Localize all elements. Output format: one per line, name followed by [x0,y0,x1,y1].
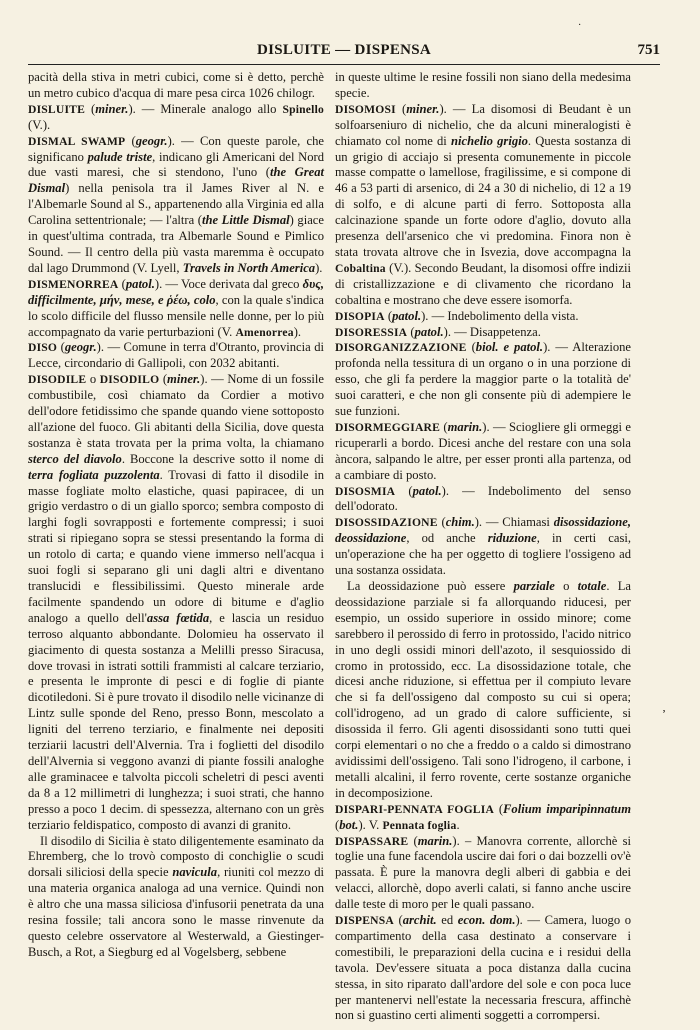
body-text: pacità della stiva in metri cubici, come si è detto, perchè un metro cubico d'acqua di mare pesa circa 1026 chilogr. [28,70,324,100]
emphasis-text: palude triste [87,149,153,164]
emphasis-text: patol. [412,483,442,498]
headword: Pennata foglia [382,818,457,832]
body-text: ). — Disappetenza. [443,324,541,339]
body-text: ( [494,801,504,816]
body-text: , riuniti col mezzo di una materia organica analoga ad una vernice. Quindi non è altro che una massa siliciosa d'infusorii penetrata da una resina fossile; tali ancora sono le masse rinvenute da questo celebre osservatore al Westerwald, a Giestinger-Busch, a Rot, a Siegburg ed al Vogelsberg, sebbene [28,865,324,959]
right-column [335,70,631,1024]
emphasis-text: marin. [417,833,453,848]
body-text: , indicano gli Americani del Nord due vasti maresi, che si stendono, l'uno ( [28,149,324,180]
emphasis-text: marin. [447,419,483,434]
emphasis-text: terra fogliata puzzolenta [28,467,160,482]
emphasis-text: δυς, difficilmente, μήν, mese, e ῥέω, colo [28,276,325,307]
headword: DISPASSARE [335,834,409,848]
body-text: (V.). [28,117,51,132]
body-text: ( [125,133,136,148]
body-text: ). [293,324,302,339]
emphasis-text: the Little Dismal [201,213,290,228]
emphasis-text: the Great Dismal [28,165,325,196]
headword: DISOPIA [335,309,385,323]
emphasis-text: assa fœtida [146,610,210,625]
entry-paragraph [28,372,324,833]
body-text: ). — Chiamasi [474,515,554,530]
entry-paragraph [28,340,324,372]
emphasis-text: geogr. [135,133,168,148]
headword: DISOMOSI [335,102,396,116]
top-mark: · [578,20,582,31]
headword: DISODILO [99,373,160,387]
body-text: ). – Manovra corrente, allorchè si toglie una fune facendola uscire dai fori o dai bozzelli ov'è passata. È pure la manovra degli alberi di gabbia e dei velacci, allorchè, dopo averli calati, si fanno anche uscire dalle teste di moro per le quali passano. [335,833,632,912]
entry-paragraph [28,70,324,102]
body-text: Il disodilo di Sicilia è stato diligentemente esaminato da Ehremberg, che lo trovò composto di conchiglie o scudi dorsali siliciosi della specie [28,833,324,880]
body-text: La deossidazione può essere [347,579,514,593]
body-text: ( [395,483,413,498]
emphasis-text: patol. [392,308,422,323]
body-text: ( [466,340,476,355]
emphasis-text: econ. dom. [457,913,516,928]
headword: DISPENSA [335,914,394,928]
entry-paragraph [335,913,631,1024]
emphasis-text: geogr. [64,340,97,355]
body-text: ( [408,833,418,848]
emphasis-text: patol. [414,324,444,339]
body-text: o [554,579,578,593]
page-title: DISLUITE — DISPENSA [256,42,432,58]
emphasis-text: totale [577,579,607,593]
entry-paragraph [335,102,631,309]
headword: DISMAL SWAMP [28,134,126,148]
headword: DISORMEGGIARE [335,420,441,434]
body-text: ( [118,276,126,291]
body-text: ed [436,913,458,928]
headword: DISODILE [28,373,87,387]
body-text: (V.). Secondo Beudant, la disomosi offre indizii di cristallizzazione e di clivamento che ricordano la cobaltina e mostrano che deve essere isomorfa. [335,260,631,307]
body-text: , con la quale s'indica lo scolo difficile del flusso mensile nelle donne, per lo più accompagnato da varie perturbazioni (V. [28,292,324,339]
emphasis-text: nichelio grigio [450,133,528,148]
body-text: . Questa sostanza di un grigio di acciajo si presenta comunemente in piccole masse compatte o lamellose, fragilissime, e si compone di 46 a 53 parti di arsenico, di 24 a 30 di nichelio, di 12 a 19 di solfo, e di alcune parti di ferro. Sottoposta alla calcinazione spande un forte odore d'aglio, dovuto alla presenza dell'arsenico che vi predomina. Finora non è stata trovata altrove che in Isvezia, dove accompagna la [335,133,631,259]
body-text: ). V. [358,817,383,832]
entry-paragraph [335,802,631,834]
emphasis-text: chim. [445,515,475,530]
emphasis-text: miner. [406,101,440,116]
emphasis-text: patol. [125,276,155,291]
body-text: ( [395,101,407,116]
body-text: ). — Con queste parole, che significano [28,133,325,164]
margin-mark: ‚ [662,700,666,714]
running-header [28,40,660,65]
entry-paragraph [335,420,631,484]
body-text: ( [440,419,448,434]
emphasis-text: miner. [167,372,201,387]
body-text: . La deossidazione parziale si fa allorquando riducesi, per esempio, un ossido superiore in ossido minore; come sarebbero il perossido di ferro in protossido, l'acido nitrico in uno degli ossidi minori dell'azoto, il sesquiossido di cromo in protossido, ecc. La disossidazione totale, che dicesi anche riduzione, si effettua per il compiuto levare che si fa dell'ossigeno dal composto su cui si opera; coll'idrogeno, ad un grado di calore sufficiente, si disossida il ferro. Gli agenti disossidanti sono tutti quei corpi elementari o no che a freddo o a caldo si dimostrano avidissimi dell'ossigeno. Tali sono l'idrogeno, il carbone, i metalli alcalini, il ferro rovente, certe sostanze organiche in decomposizione. [335,579,631,800]
body-text: . Boccone la descrive sotto il nome di [121,451,324,466]
body-text: ( [159,372,168,387]
entry-paragraph [335,309,631,325]
body-text: ( [85,101,96,116]
body-text: o [86,372,100,387]
emphasis-text: sterco del diavolo [28,451,122,466]
body-text: ( [437,515,446,530]
left-column [28,70,324,961]
body-text: ). — Indebolimento del senso dell'odorato. [335,483,632,514]
body-text: , in certi casi, un'operazione che ha per oggetto di togliere l'ossigeno ad una sostanza ossidata. [335,531,631,578]
entry-paragraph [335,325,631,341]
entry-paragraph [335,340,631,420]
body-text: ). [315,260,323,275]
headword: DISO [28,341,58,355]
body-text: ( [393,913,403,928]
headword: DISPARI-PENNATA FOGLIA [335,802,495,816]
body-text: ). — La disomosi di Beudant è un solfoarseniuro di nichelio, che da alcuni mineralogisti è chiamato col nome di [335,101,631,148]
body-text: ) giace in quest'ultima contrada, tra Albemarle Sound e Pimlico Sound. — Il centro della più vasta maremma è occupato dal lago Drummond (V. Lyell, [28,213,324,275]
entry-paragraph [28,102,324,134]
headword: DISORGANIZZAZIONE [335,341,467,355]
headword: Cobaltina [335,261,386,275]
entry-paragraph [28,834,324,961]
entry-paragraph [335,70,631,102]
body-text: ). — Minerale analogo allo [128,101,283,116]
page-number: 751 [637,42,660,58]
body-text: ). — Camera, luogo o compartimento della casa destinato a conservare i comestibili, le preparazioni della cucina e i residui della tavola. Dev'essere situata a poca distanza dalla cucina stessa, in sito riparato dall'ardore del sole e con poca luce per mantenervi nell'estate la necessaria frescura, affinchè non si guastino certi alimenti soggetti a corrompersi. [335,913,632,1023]
headword: Amenorrea [235,325,294,339]
emphasis-text: parziale [513,579,555,593]
headword: Spinello [282,102,324,116]
entry-paragraph [335,834,631,914]
body-text: . [456,817,460,832]
emphasis-text: Travels in North America [182,260,316,275]
emphasis-text: biol. e patol. [475,340,544,355]
entry-paragraph [335,579,631,802]
entry-paragraph [335,484,631,516]
headword: DISMENORREA [28,277,119,291]
headword: DISOSSIDAZIONE [335,516,438,530]
emphasis-text: archit. [402,913,437,928]
body-text: ) nella penisola tra il James River al N. e l'Albemarle Sound al S., appartenendo alla Virginia ed alla Carolina settentrionale; — l'altra ( [28,181,324,228]
body-text: ( [384,308,393,323]
headword: DISLUITE [28,102,86,116]
body-text: ( [335,817,340,832]
entry-paragraph [28,134,324,277]
body-text: ). — Nome di un fossile combustibile, così chiamato da Cordier a motivo dell'odore fetidissimo che spande quando viene sottoposto all'azione del fuoco. Gli abitanti della Sicilia, dove questa sostanza è stata trovata per la prima volta, la chiamano [28,372,325,450]
entry-paragraph [28,277,324,341]
body-text: ( [407,324,415,339]
body-text: ). — Indebolimento della vista. [421,308,579,323]
body-text: in queste ultime le resine fossili non siano della medesima specie. [335,70,631,100]
emphasis-text: miner. [95,101,129,116]
body-text: ). — Alterazione profonda nella tessitura di un organo o in una porzione di esso, che gli fa perdere la maggior parte o la totalità de' suoi caratteri, e che non gli consente più di adempiere le sue funzioni. [335,340,632,419]
body-text: , e lascia un residuo terroso alquanto abbondante. Dolomieu ha osservato il giacimento di questa sostanza a Melilli presso Siracusa, dove trovasi in istrati sottili frammisti al calcare terziario, e presenta le impronte di pesci e di foglie di piante dicotiledoni. Si è pure trovato il disodilo nelle vicinanze di Lintz sulle sponde del Reno, presso Bonn, mescolato a ligniti del terreno terziario, e finalmente nei depositi terziarii lacustri dell'Alvernia. Tra i foglietti del disodilo dell'Alvernia si veggono avanzi di piante fossili analoghe alle graminacee e talvolta piccoli scheletri di pesci aventi da 8 a 12 millimetri di lunghezza; i suoi strati, che hanno presso a poco 1 decim. di spessezza, alternano con un grès terziario feldispatico, composto di avanzi di granito. [28,610,324,832]
body-text: ). — Voce derivata dal greco [154,276,303,291]
headword: DISORESSIA [335,325,408,339]
emphasis-text: Folium imparipinnatum [503,801,631,816]
headword: DISOSMIA [335,484,396,498]
body-text: , od anche [406,531,488,546]
body-text: ( [57,340,65,355]
emphasis-text: bot. [339,817,359,832]
emphasis-text: riduzione [487,531,537,546]
emphasis-text: disossidazione, deossidazione [335,515,632,546]
emphasis-text: navicula [172,865,218,880]
body-text: ). — Sciogliere gli ormeggi e ricuperarli a bordo. Dicesi anche del restare con una sola àncora, salpando le altre, per esser pronti alla partenza, od a cambiare di posto. [335,419,632,482]
body-text: . Trovasi di fatto il disodile in masse fogliate molto elastiche, quasi papiracee, di un grigio verdastro o di un giallo sporco; sembra composto di larghi fogli sovrapposti e fortemente compressi; i suoi strati si ripiegano sopra se stessi presentando la forma di un rotolo di carta; e quando viene immerso nell'acqua i suoi fogli si separano gli uni dagli altri e diventano translucidi e flessibilissimi. Questo minerale arde facilmente spandendo un odore di bitume e d'aglio analogo a quello dell' [28,467,324,625]
entry-paragraph [335,515,631,579]
body-text: ). — Comune in terra d'Otranto, provincia di Lecce, circondario di Gallipoli, con 2032 abitanti. [28,340,324,371]
